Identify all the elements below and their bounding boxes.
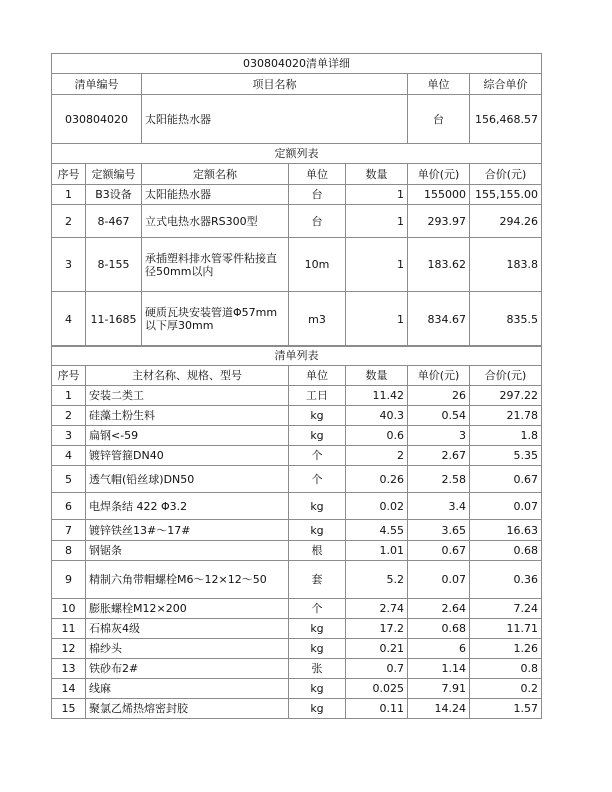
quota-code: B3设备 xyxy=(86,185,142,205)
table-row xyxy=(52,679,542,699)
table-row xyxy=(52,466,542,493)
mat-index: 9 xyxy=(52,561,86,599)
mat-total: 21.78 xyxy=(470,406,542,426)
mat-qty: 0.26 xyxy=(346,466,408,493)
mat-name: 铁砂布2# xyxy=(86,659,289,679)
table-row xyxy=(52,493,542,520)
quota-col-name: 定额名称 xyxy=(142,164,289,185)
mat-qty: 11.42 xyxy=(346,386,408,406)
mat-qty: 2.74 xyxy=(346,599,408,619)
mat-total: 0.2 xyxy=(470,679,542,699)
mat-total: 7.24 xyxy=(470,599,542,619)
mat-qty: 4.55 xyxy=(346,520,408,541)
mat-index: 15 xyxy=(52,699,86,719)
quota-col-code: 定额编号 xyxy=(86,164,142,185)
mat-unit: kg xyxy=(289,639,346,659)
quota-col-index: 序号 xyxy=(52,164,86,185)
mat-total: 0.8 xyxy=(470,659,542,679)
mat-index: 11 xyxy=(52,619,86,639)
mat-price: 14.24 xyxy=(408,699,470,719)
mat-col-index: 序号 xyxy=(52,366,86,386)
quota-price: 834.67 xyxy=(408,292,470,347)
mat-price: 2.64 xyxy=(408,599,470,619)
mat-index: 4 xyxy=(52,446,86,466)
table-row xyxy=(52,639,542,659)
mat-index: 2 xyxy=(52,406,86,426)
quota-table xyxy=(51,143,542,347)
mat-name: 电焊条结 422 Φ3.2 xyxy=(86,493,289,520)
mat-name: 钢锯条 xyxy=(86,541,289,561)
table-row xyxy=(52,426,542,446)
item-name: 太阳能热水器 xyxy=(142,95,408,144)
mat-price: 6 xyxy=(408,639,470,659)
mat-price: 0.54 xyxy=(408,406,470,426)
mat-col-price: 单价(元) xyxy=(408,366,470,386)
mat-name: 精制六角带帽螺栓M6～12×12～50 xyxy=(86,561,289,599)
mat-total: 1.57 xyxy=(470,699,542,719)
mat-qty: 5.2 xyxy=(346,561,408,599)
quota-total: 835.5 xyxy=(470,292,542,347)
mat-price: 7.91 xyxy=(408,679,470,699)
mat-price: 1.14 xyxy=(408,659,470,679)
quota-code: 11-1685 xyxy=(86,292,142,347)
mat-qty: 0.025 xyxy=(346,679,408,699)
quota-unit: 台 xyxy=(289,185,346,205)
quota-total: 183.8 xyxy=(470,238,542,292)
mat-price: 0.68 xyxy=(408,619,470,639)
mat-qty: 17.2 xyxy=(346,619,408,639)
quota-qty: 1 xyxy=(346,185,408,205)
mat-total: 1.8 xyxy=(470,426,542,446)
mat-col-qty: 数量 xyxy=(346,366,408,386)
mat-price: 3.4 xyxy=(408,493,470,520)
quota-code: 8-155 xyxy=(86,238,142,292)
mat-unit: kg xyxy=(289,493,346,520)
mat-total: 0.07 xyxy=(470,493,542,520)
mat-qty: 0.6 xyxy=(346,426,408,446)
mat-index: 14 xyxy=(52,679,86,699)
mat-unit: kg xyxy=(289,699,346,719)
quota-name: 硬质瓦块安装管道Φ57mm以下厚30mm xyxy=(142,292,289,347)
mat-total: 1.26 xyxy=(470,639,542,659)
quota-total: 155,155.00 xyxy=(470,185,542,205)
table-row xyxy=(52,185,542,205)
table-row xyxy=(52,599,542,619)
quota-name: 太阳能热水器 xyxy=(142,185,289,205)
mat-price: 26 xyxy=(408,386,470,406)
quota-index: 2 xyxy=(52,205,86,238)
mat-col-unit: 单位 xyxy=(289,366,346,386)
mat-name: 扁钢<-59 xyxy=(86,426,289,446)
quota-col-qty: 数量 xyxy=(346,164,408,185)
mat-unit: 根 xyxy=(289,541,346,561)
mat-unit: 工日 xyxy=(289,386,346,406)
col-item-name: 项目名称 xyxy=(142,74,408,95)
mat-unit: kg xyxy=(289,406,346,426)
mat-qty: 0.7 xyxy=(346,659,408,679)
mat-total: 11.71 xyxy=(470,619,542,639)
col-bill-code: 清单编号 xyxy=(52,74,142,95)
mat-unit: kg xyxy=(289,520,346,541)
mat-name: 膨胀螺栓M12×200 xyxy=(86,599,289,619)
materials-table xyxy=(51,345,542,719)
quota-qty: 1 xyxy=(346,238,408,292)
col-unit: 单位 xyxy=(408,74,470,95)
quota-col-unit: 单位 xyxy=(289,164,346,185)
quota-name: 承插塑料排水管零件粘接直径50mm以内 xyxy=(142,238,289,292)
mat-name: 安装二类工 xyxy=(86,386,289,406)
item-price: 156,468.57 xyxy=(470,95,542,144)
table-row xyxy=(52,520,542,541)
mat-index: 7 xyxy=(52,520,86,541)
quota-index: 1 xyxy=(52,185,86,205)
mat-price: 3.65 xyxy=(408,520,470,541)
mat-name: 透气帽(铅丝球)DN50 xyxy=(86,466,289,493)
mat-name: 硅藻土粉生料 xyxy=(86,406,289,426)
table-row xyxy=(52,659,542,679)
mat-col-total: 合价(元) xyxy=(470,366,542,386)
mat-unit: 张 xyxy=(289,659,346,679)
mat-index: 12 xyxy=(52,639,86,659)
table-row xyxy=(52,205,542,238)
quota-qty: 1 xyxy=(346,292,408,347)
quota-qty: 1 xyxy=(346,205,408,238)
bill-title: 030804020清单详细 xyxy=(52,54,542,74)
mat-index: 1 xyxy=(52,386,86,406)
mat-unit: kg xyxy=(289,679,346,699)
mat-index: 8 xyxy=(52,541,86,561)
table-row xyxy=(52,541,542,561)
mat-qty: 1.01 xyxy=(346,541,408,561)
mat-name: 镀锌铁丝13#～17# xyxy=(86,520,289,541)
mat-col-name: 主材名称、规格、型号 xyxy=(86,366,289,386)
mat-qty: 40.3 xyxy=(346,406,408,426)
mat-name: 镀锌管箍DN40 xyxy=(86,446,289,466)
mat-unit: kg xyxy=(289,619,346,639)
quota-unit: m3 xyxy=(289,292,346,347)
mat-price: 0.07 xyxy=(408,561,470,599)
mat-unit: 个 xyxy=(289,466,346,493)
mat-unit: kg xyxy=(289,426,346,446)
materials-section-title: 清单列表 xyxy=(52,346,542,366)
mat-qty: 2 xyxy=(346,446,408,466)
mat-index: 13 xyxy=(52,659,86,679)
mat-total: 0.68 xyxy=(470,541,542,561)
table-row xyxy=(52,292,542,347)
mat-index: 10 xyxy=(52,599,86,619)
mat-total: 0.36 xyxy=(470,561,542,599)
mat-name: 石棉灰4级 xyxy=(86,619,289,639)
quota-code: 8-467 xyxy=(86,205,142,238)
table-row xyxy=(52,238,542,292)
mat-unit: 个 xyxy=(289,599,346,619)
mat-price: 2.58 xyxy=(408,466,470,493)
table-row xyxy=(52,386,542,406)
mat-name: 棉纱头 xyxy=(86,639,289,659)
quota-col-price: 单价(元) xyxy=(408,164,470,185)
quota-price: 293.97 xyxy=(408,205,470,238)
quota-name: 立式电热水器RS300型 xyxy=(142,205,289,238)
mat-total: 297.22 xyxy=(470,386,542,406)
quota-col-total: 合价(元) xyxy=(470,164,542,185)
quota-unit: 台 xyxy=(289,205,346,238)
bill-code: 030804020 xyxy=(52,95,142,144)
item-unit: 台 xyxy=(408,95,470,144)
mat-total: 0.67 xyxy=(470,466,542,493)
table-row xyxy=(52,561,542,599)
mat-total: 5.35 xyxy=(470,446,542,466)
mat-name: 线麻 xyxy=(86,679,289,699)
quota-index: 4 xyxy=(52,292,86,347)
quota-price: 155000 xyxy=(408,185,470,205)
bill-summary-table xyxy=(51,53,542,144)
mat-price: 0.67 xyxy=(408,541,470,561)
mat-name: 聚氯乙烯热熔密封胶 xyxy=(86,699,289,719)
mat-unit: 个 xyxy=(289,446,346,466)
table-row xyxy=(52,446,542,466)
table-row xyxy=(52,406,542,426)
quota-unit: 10m xyxy=(289,238,346,292)
quota-price: 183.62 xyxy=(408,238,470,292)
quota-total: 294.26 xyxy=(470,205,542,238)
mat-qty: 0.11 xyxy=(346,699,408,719)
quota-index: 3 xyxy=(52,238,86,292)
mat-price: 3 xyxy=(408,426,470,446)
mat-price: 2.67 xyxy=(408,446,470,466)
mat-total: 16.63 xyxy=(470,520,542,541)
mat-index: 6 xyxy=(52,493,86,520)
mat-unit: 套 xyxy=(289,561,346,599)
mat-qty: 0.02 xyxy=(346,493,408,520)
mat-qty: 0.21 xyxy=(346,639,408,659)
table-row xyxy=(52,699,542,719)
mat-index: 5 xyxy=(52,466,86,493)
table-row xyxy=(52,619,542,639)
quota-section-title: 定额列表 xyxy=(52,144,542,164)
mat-index: 3 xyxy=(52,426,86,446)
col-unit-price: 综合单价 xyxy=(470,74,542,95)
